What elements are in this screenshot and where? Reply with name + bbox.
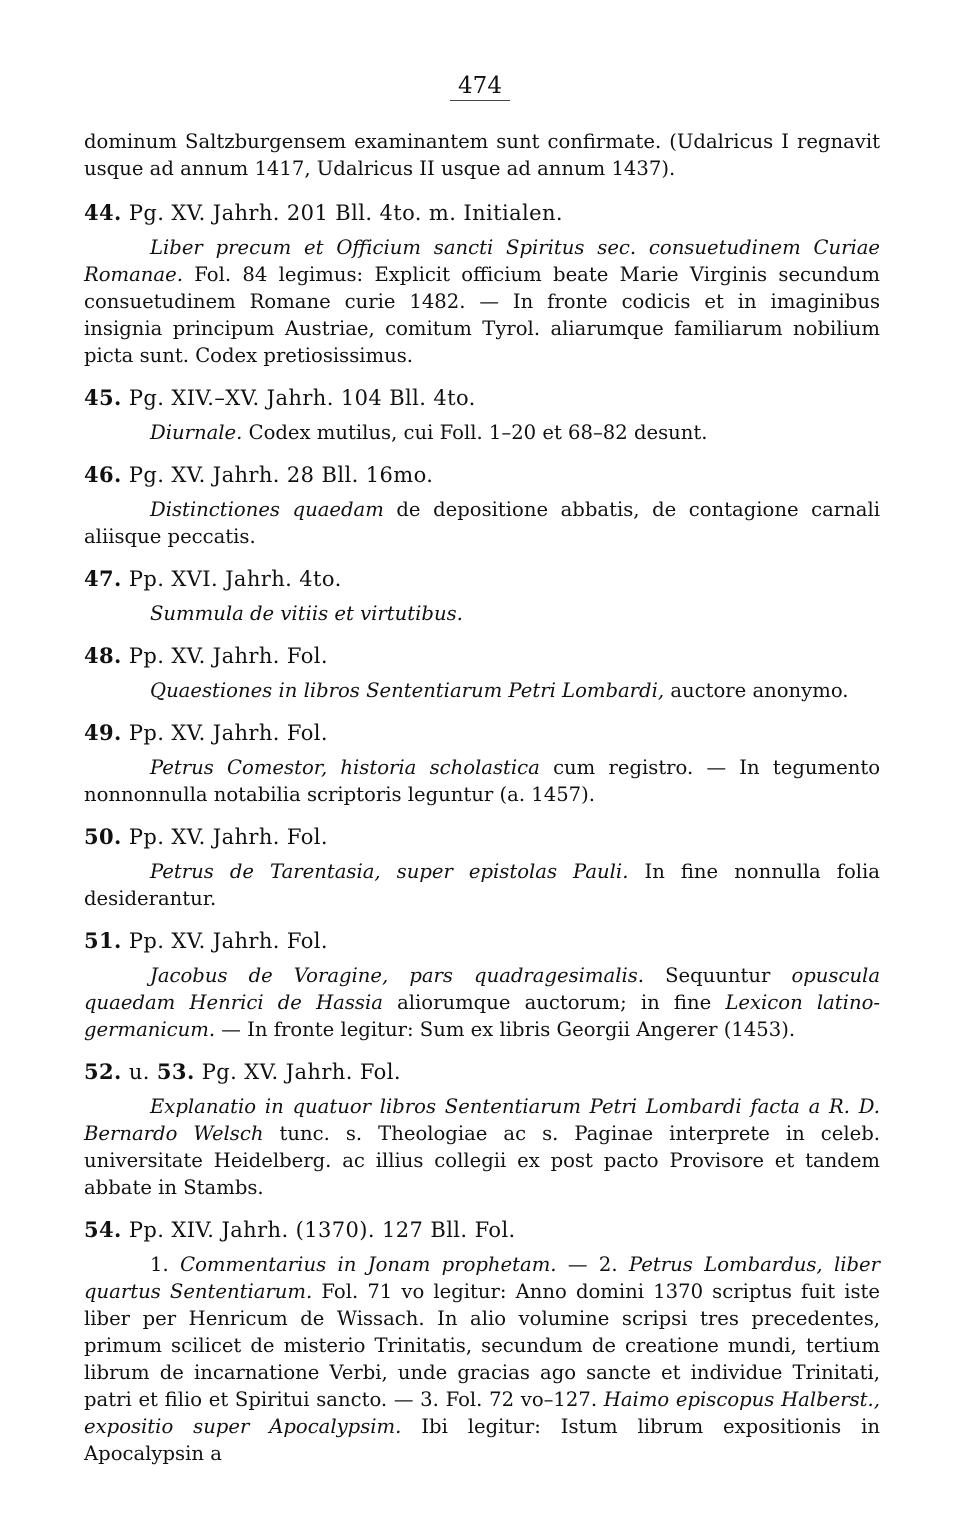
entry-description-52-53: Explanatio in quatuor libros Sententiarum Petri Lombardi facta a R. D. Bernardo Welsch tunc. s. Theologiae ac s. Paginae interprete in celeb. universitate Heidelberg. ac illius collegii ex post pacto Provisore et tandem abbate in Stambs.	[84, 1095, 880, 1199]
page-number: 474	[0, 72, 960, 101]
entry-description-46: Distinctiones quaedam de depositione abbatis, de contagione carnali aliisque peccatis.	[84, 498, 880, 548]
entry-heading-48: 48. Pp. XV. Jahrh. Fol.	[84, 643, 328, 668]
entry-heading-46: 46. Pg. XV. Jahrh. 28 Bll. 16mo.	[84, 462, 434, 487]
entry-heading-45: 45. Pg. XIV.–XV. Jahrh. 104 Bll. 4to.	[84, 385, 476, 410]
entry-description-54: 1. Commentarius in Jonam prophetam. — 2. Petrus Lombardus, liber quartus Sententiarum. Fol. 71 vo legitur: Anno domini 1370 scriptus fuit iste liber per Henricum de Wissach. In alio volumine scripsi tres precedentes, primum scilicet de misterio Trinitatis, secundum de creatione mundi, tertium librum de incarnatione Verbi, unde gracias ago sancte et individue Trinitati, patri et filio et Spiritui sancto. — 3. Fol. 72 vo–127. Haimo episcopus Halberst., expositio super Apocalypsim. Ibi legitur: Istum librum expositionis in Apocalypsin a	[84, 1253, 881, 1465]
entry-heading-50: 50. Pp. XV. Jahrh. Fol.	[84, 824, 328, 849]
entry-heading-51: 51. Pp. XV. Jahrh. Fol.	[84, 928, 328, 953]
entry-heading-54: 54. Pp. XIV. Jahrh. (1370). 127 Bll. Fol.	[84, 1217, 516, 1242]
entry-description-51: Jacobus de Voragine, pars quadragesimalis. Sequuntur opuscula quaedam Henrici de Hassia aliorumque auctorum; in fine Lexicon latino-germanicum. — In fronte legitur: Sum ex libris Georgii Angerer (1453).	[84, 964, 881, 1041]
entry-description-44: Liber precum et Officium sancti Spiritus sec. consuetudinem Curiae Romanae. Fol. 84 legimus: Explicit officium beate Marie Virginis secundum consuetudinem Romane curie 1482. — In fronte codicis et in imaginibus insignia principum Austriae, comitum Tyrol. aliarumque familiarum nobilium picta sunt. Codex pretiosissimus.	[84, 236, 880, 367]
entry-heading-52-53: 52. u. 53. Pg. XV. Jahrh. Fol.	[84, 1059, 401, 1084]
entry-description-50: Petrus de Tarentasia, super epistolas Pauli. In fine nonnulla folia desiderantur.	[84, 860, 880, 910]
entry-description-49: Petrus Comestor, historia scholastica cum registro. — In tegumento nonnonnulla notabilia scriptoris leguntur (a. 1457).	[84, 756, 880, 806]
entry-heading-47: 47. Pp. XVI. Jahrh. 4to.	[84, 566, 342, 591]
entry-heading-44: 44. Pg. XV. Jahrh. 201 Bll. 4to. m. Initialen.	[84, 200, 563, 225]
page-body	[84, 128, 880, 1481]
entry-description-48: Quaestiones in libros Sententiarum Petri Lombardi, auctore anonymo.	[150, 679, 849, 702]
intro-paragraph: dominum Saltzburgensem examinantem sunt confirmate. (Udalricus I regnavit usque ad annum 1417, Udalricus II usque ad annum 1437).	[84, 130, 880, 180]
entry-description-47: Summula de vitiis et virtutibus.	[150, 602, 463, 625]
entry-description-45: Diurnale. Codex mutilus, cui Foll. 1–20 et 68–82 desunt.	[150, 421, 708, 444]
entry-heading-49: 49. Pp. XV. Jahrh. Fol.	[84, 720, 328, 745]
